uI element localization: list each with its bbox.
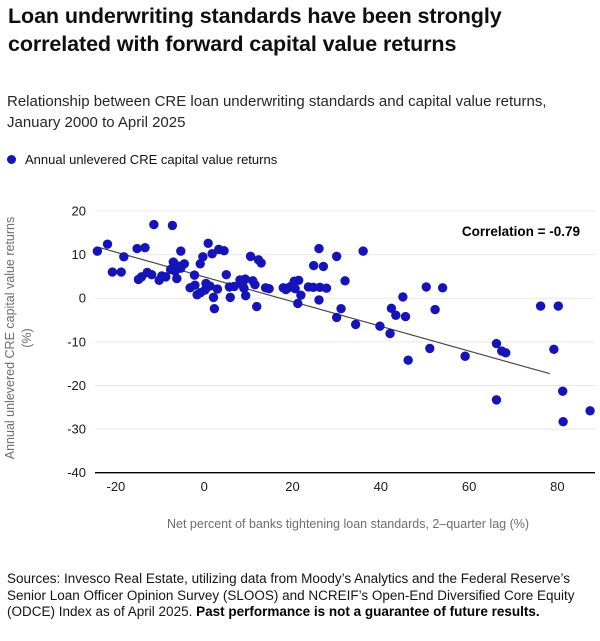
data-point (351, 320, 360, 329)
data-point (492, 395, 501, 404)
data-point (209, 293, 218, 302)
x-tick-label: 80 (550, 479, 565, 494)
data-point (226, 293, 235, 302)
x-tick-label: 0 (200, 479, 208, 494)
data-point (558, 386, 567, 395)
data-point (314, 244, 323, 253)
data-point (322, 284, 331, 293)
data-point (536, 301, 545, 310)
data-point (309, 261, 318, 270)
data-point (375, 321, 384, 330)
y-tick-label: 20 (71, 203, 86, 219)
x-tick-label: 60 (461, 479, 477, 494)
data-point (190, 270, 199, 279)
data-point (252, 302, 261, 311)
data-point (314, 295, 323, 304)
data-point (210, 304, 219, 313)
data-point (241, 291, 250, 300)
data-point (336, 304, 345, 313)
data-point (460, 352, 469, 361)
legend-label: Annual unlevered CRE capital value returns (25, 152, 278, 167)
data-point (558, 417, 567, 426)
data-point (319, 262, 328, 271)
data-point (296, 290, 305, 299)
y-tick-label: -40 (67, 465, 86, 481)
data-point (147, 270, 156, 279)
data-point (172, 274, 181, 283)
data-point (140, 243, 149, 252)
x-tick-label: -20 (106, 479, 126, 494)
data-point (116, 267, 125, 276)
scatter-chart (0, 195, 600, 535)
data-point (425, 344, 434, 353)
source-note (7, 571, 595, 621)
disclaimer-text: Past performance is not a guarantee of future results. (196, 604, 540, 619)
data-point (119, 252, 128, 261)
data-point (422, 282, 431, 291)
data-point (132, 244, 141, 253)
data-point (222, 270, 231, 279)
legend (7, 152, 277, 167)
data-point (103, 239, 112, 248)
x-tick-label: 20 (285, 479, 300, 494)
data-point (585, 406, 594, 415)
data-point (293, 299, 302, 308)
data-point (203, 239, 212, 248)
data-point (180, 259, 189, 268)
data-point (93, 246, 102, 255)
data-point (332, 313, 341, 322)
page-title: Loan underwriting standards have been strongly correlated with forward capital value returns (8, 4, 502, 56)
data-point (213, 284, 222, 293)
data-point (391, 311, 400, 320)
data-point (168, 221, 177, 230)
data-point (385, 329, 394, 338)
data-point (501, 348, 510, 357)
data-point (549, 345, 558, 354)
y-tick-label: -10 (67, 334, 86, 350)
y-axis-title-units: (%) (20, 328, 34, 348)
data-point (401, 312, 410, 321)
data-point (403, 355, 412, 364)
data-point (176, 246, 185, 255)
y-tick-label: -20 (67, 377, 86, 393)
sources-text: Sources: Invesco Real Estate, utilizing data from Moody’s Analytics and the Federal Reserve’s Senior Loan Officer Opinion Survey (SLOOS) and NCREIF’s Open-End Diversified Core Equity (ODCE) Index as of April 2025. (7, 571, 575, 619)
data-point (264, 284, 273, 293)
page-subtitle: Relationship between CRE loan underwriting standards and capital value returns, January 2000 to April 2025 (7, 93, 547, 131)
data-point (256, 258, 265, 267)
data-point (554, 301, 563, 310)
data-point (219, 246, 228, 255)
data-point (108, 267, 117, 276)
data-point (430, 305, 439, 314)
data-point (250, 280, 259, 289)
correlation-annotation: Correlation = -0.79 (461, 224, 580, 239)
y-tick-label: -30 (67, 421, 86, 437)
x-tick-label: 40 (373, 479, 389, 494)
y-axis-title: Annual unlevered CRE capital value returns (3, 216, 17, 460)
legend-marker-dot-icon (7, 155, 16, 164)
y-tick-label: 0 (78, 290, 86, 306)
data-point (294, 276, 303, 285)
data-point (340, 276, 349, 285)
y-tick-label: 10 (71, 247, 86, 263)
scatter-plot-svg (0, 195, 600, 535)
data-point (332, 252, 341, 261)
data-point (198, 252, 207, 261)
x-axis-title: Net percent of banks tightening loan standards, 2–quarter lag (%) (166, 517, 530, 531)
data-point (190, 280, 199, 289)
data-point (358, 246, 367, 255)
data-point (438, 283, 447, 292)
data-point (149, 220, 158, 229)
data-point (398, 292, 407, 301)
